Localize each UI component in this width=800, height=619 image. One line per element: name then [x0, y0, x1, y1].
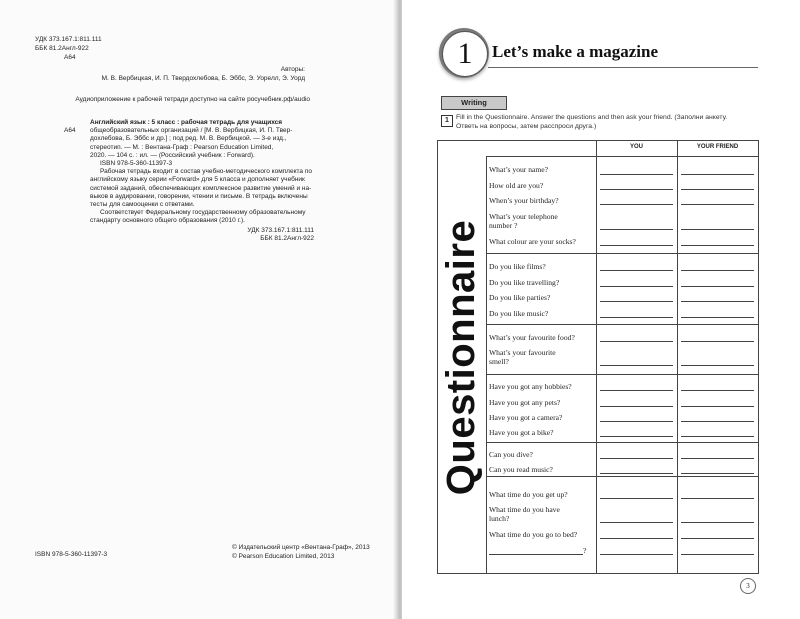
- answer-line-friend[interactable]: [681, 538, 754, 539]
- row-divider: [486, 253, 758, 254]
- udk-line: УДК 373.167.1:811.111: [35, 36, 102, 43]
- question: Do you like travelling?: [489, 278, 560, 287]
- answer-line-friend[interactable]: [681, 498, 754, 499]
- row-divider: [486, 324, 758, 325]
- authors-names: М. В. Вербицкая, И. П. Твердохлебова, Б. Эббс, Э. Уорелл, Э. Уорд: [101, 75, 305, 82]
- row-divider: [486, 476, 758, 477]
- answer-line-you[interactable]: [600, 365, 673, 366]
- answer-line-friend[interactable]: [681, 436, 754, 437]
- answer-line-you[interactable]: [600, 245, 673, 246]
- answer-line-you[interactable]: [600, 270, 673, 271]
- question: What’s your favourite: [489, 348, 556, 357]
- desc-line: системой заданий, обеспечивающих комплексное развитие умений и на-: [90, 184, 312, 192]
- column-header-friend: YOUR FRIEND: [696, 144, 739, 150]
- question: Do you like music?: [489, 309, 549, 318]
- answer-line-you[interactable]: [600, 406, 673, 407]
- question: Have you got a bike?: [489, 428, 554, 437]
- column-divider: [677, 141, 678, 573]
- column-divider: [486, 156, 487, 573]
- question: Do you like parties?: [489, 293, 551, 302]
- answer-line-friend[interactable]: [681, 421, 754, 422]
- answer-line-friend[interactable]: [681, 286, 754, 287]
- answer-line-friend[interactable]: [681, 473, 754, 474]
- fgos-line: стандарту основного общего образования (2010 г.).: [90, 217, 245, 225]
- answer-line-you[interactable]: [600, 498, 673, 499]
- unit-number-badge: [439, 28, 489, 78]
- copyright-line: © Издательский центр «Вентана-Граф», 2013: [232, 544, 370, 551]
- answer-line-you[interactable]: [600, 436, 673, 437]
- left-page: [0, 0, 398, 619]
- answer-line-friend[interactable]: [681, 365, 754, 366]
- section-badge: Writing: [441, 96, 507, 110]
- question: How old are you?: [489, 181, 544, 190]
- bib-line: дохлебова, Б. Эббс и др.] ; под ред. М. В. Вербицкой. — 3-е изд.,: [90, 135, 287, 143]
- answer-line-you[interactable]: [600, 473, 673, 474]
- bib-code: А64: [64, 127, 76, 134]
- answer-line-you[interactable]: [600, 554, 673, 555]
- copyright-line: © Pearson Education Limited, 2013: [232, 553, 335, 560]
- question: What’s your telephone: [489, 212, 558, 221]
- question: What time do you have: [489, 505, 560, 514]
- answer-line-you[interactable]: [600, 204, 673, 205]
- answer-line-you[interactable]: [600, 522, 673, 523]
- questionnaire-table: [437, 140, 759, 574]
- row-divider: [486, 156, 758, 157]
- answer-line-friend[interactable]: [681, 301, 754, 302]
- answer-line-friend[interactable]: [681, 189, 754, 190]
- bbk-right: ББК 81.2Англ-922: [260, 235, 314, 242]
- answer-line-you[interactable]: [600, 174, 673, 175]
- desc-line: выков в аудировании, говорении, чтении и письме. В тетрадь включены: [90, 192, 308, 200]
- answer-line-friend[interactable]: [681, 245, 754, 246]
- answer-line-friend[interactable]: [681, 204, 754, 205]
- question: smell?: [489, 357, 509, 366]
- question: When’s your birthday?: [489, 196, 559, 205]
- desc-line: тесты для самооценки с ответами.: [90, 201, 195, 209]
- bib-line: 2020. — 104 с. : ил. — (Российский учебник : Forward).: [90, 151, 255, 159]
- column-divider: [596, 141, 597, 573]
- question: What time do you go to bed?: [489, 530, 578, 539]
- task-number: 1: [441, 115, 453, 127]
- answer-line-you[interactable]: [600, 458, 673, 459]
- question: Have you got any pets?: [489, 398, 561, 407]
- answer-line-friend[interactable]: [681, 174, 754, 175]
- instruction-line: Fill in the Questionnaire. Answer the questions and then ask your friend. (Заполни анкету.: [456, 114, 728, 121]
- question: What’s your favourite food?: [489, 333, 575, 342]
- udk-right: УДК 373.167.1:811.111: [247, 227, 314, 234]
- bib-line: стереотип. — М. : Вентана-Граф : Pearson Education Limited,: [90, 143, 274, 151]
- question: Have you got any hobbies?: [489, 382, 572, 391]
- answer-line-you[interactable]: [600, 301, 673, 302]
- answer-line-you[interactable]: [600, 390, 673, 391]
- bib-record: [90, 119, 315, 226]
- audio-note: Аудиоприложение к рабочей тетради доступно на сайте росучебник.рф/audio: [75, 96, 310, 103]
- unit-number: 1: [442, 31, 488, 77]
- answer-line-you[interactable]: [600, 189, 673, 190]
- answer-line-you[interactable]: [600, 341, 673, 342]
- answer-line-friend[interactable]: [681, 554, 754, 555]
- question: What colour are your socks?: [489, 237, 576, 246]
- fgos-line: Соответствует Федеральному государственному образовательному: [100, 209, 306, 217]
- row-divider: [486, 442, 758, 443]
- authors-label: Авторы:: [280, 66, 305, 73]
- question: Do you like films?: [489, 262, 546, 271]
- page-number: 3: [740, 578, 756, 594]
- answer-line-friend[interactable]: [681, 317, 754, 318]
- answer-line-you[interactable]: [600, 538, 673, 539]
- answer-line-friend[interactable]: [681, 341, 754, 342]
- custom-question-line[interactable]: [489, 554, 583, 555]
- catalog-code: А64: [64, 54, 76, 61]
- unit-title: Let’s make a magazine: [492, 42, 659, 61]
- answer-line-you[interactable]: [600, 317, 673, 318]
- instruction-line: Ответь на вопросы, затем расспроси друга.): [456, 122, 597, 130]
- answer-line-you[interactable]: [600, 421, 673, 422]
- column-header-you: YOU: [629, 144, 643, 150]
- answer-line-you[interactable]: [600, 286, 673, 287]
- question: ?: [583, 546, 587, 555]
- question: Can you read music?: [489, 465, 553, 474]
- question: lunch?: [489, 514, 510, 523]
- answer-line-friend[interactable]: [681, 406, 754, 407]
- bib-line: общеобразовательных организаций / [М. В. Вербицкая, И. П. Твер-: [90, 127, 293, 135]
- right-page: [402, 0, 800, 619]
- title-rule: [488, 67, 758, 68]
- row-divider: [486, 374, 758, 375]
- question: Can you dive?: [489, 450, 533, 459]
- question: What’s your name?: [489, 165, 549, 174]
- answer-line-friend[interactable]: [681, 390, 754, 391]
- bib-line: Английский язык : 5 класс : рабочая тетрадь для учащихся: [90, 119, 283, 126]
- desc-line: Рабочая тетрадь входит в состав учебно-методического комплекта по: [100, 168, 312, 176]
- desc-line: английскому языку серии «Forward» для 5 класса и дополняет учебник: [90, 176, 305, 184]
- isbn-bottom: ISBN 978-5-360-11397-3: [35, 551, 108, 558]
- answer-line-friend[interactable]: [681, 270, 754, 271]
- task-instruction: [456, 114, 758, 131]
- questionnaire-side-word: Questionnaire: [439, 219, 484, 495]
- answer-line-friend[interactable]: [681, 522, 754, 523]
- isbn-block: ISBN 978-5-360-11397-3: [100, 160, 173, 168]
- answer-line-friend[interactable]: [681, 458, 754, 459]
- bbk-line: ББК 81.2Англ-922: [35, 45, 89, 52]
- question: What time do you get up?: [489, 490, 568, 499]
- question: number ?: [489, 221, 518, 230]
- answer-line-you[interactable]: [600, 229, 673, 230]
- question: Have you got a camera?: [489, 413, 563, 422]
- answer-line-friend[interactable]: [681, 229, 754, 230]
